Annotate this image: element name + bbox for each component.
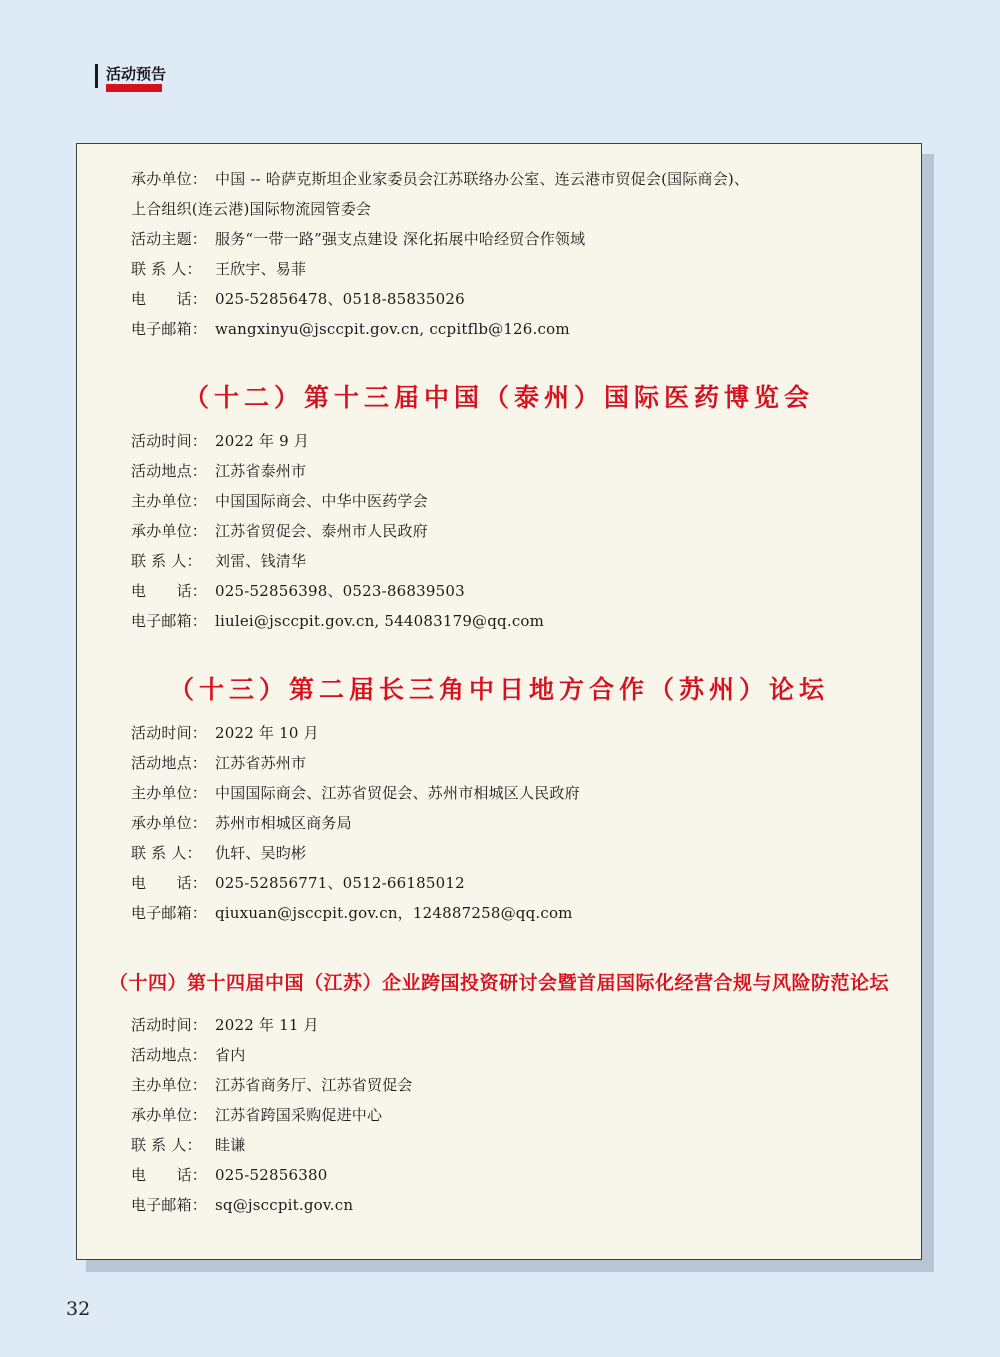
info-row [131, 164, 901, 194]
field-value: 刘雷、钱清华 [215, 552, 307, 570]
info-row [131, 838, 901, 868]
field-value: sq@jsccpit.gov.cn [215, 1196, 354, 1214]
field-label: 活动地点： [131, 462, 208, 480]
field-value: 江苏省跨国采购促进中心 [215, 1106, 383, 1124]
field-value: 江苏省泰州市 [215, 462, 307, 480]
field-value: 上合组织(连云港)国际物流园管委会 [131, 200, 372, 218]
info-row [131, 516, 901, 546]
field-value: 江苏省商务厅、江苏省贸促会 [215, 1076, 413, 1094]
info-row [131, 808, 901, 838]
section-title: （十二）第十三届中国（泰州）国际医药博览会 [183, 383, 814, 412]
field-value: 眭谦 [215, 1136, 246, 1154]
field-label: 承办单位： [131, 1106, 208, 1124]
section-header-tag: 活动预告 [95, 64, 166, 88]
info-row [131, 1040, 901, 1070]
info-row [131, 718, 901, 748]
info-row [131, 486, 901, 516]
field-value: 仇轩、吴昀彬 [215, 844, 307, 862]
field-label: 电 话： [131, 1166, 208, 1184]
field-value: wangxinyu@jsccpit.gov.cn, ccpitflb@126.com [215, 320, 570, 338]
field-label: 活动时间： [131, 1016, 208, 1034]
field-label: 承办单位： [131, 814, 208, 832]
info-row [131, 194, 901, 224]
info-row [131, 546, 901, 576]
info-row [131, 284, 901, 314]
info-row [131, 1010, 901, 1040]
field-label: 联 系 人： [131, 844, 202, 862]
field-value: 江苏省贸促会、泰州市人民政府 [215, 522, 428, 540]
info-row [131, 1130, 901, 1160]
field-label: 电子邮箱： [131, 1196, 208, 1214]
field-label: 联 系 人： [131, 260, 202, 278]
info-row [131, 456, 901, 486]
field-value: 省内 [215, 1046, 246, 1064]
field-label: 主办单位： [131, 1076, 208, 1094]
info-row [131, 748, 901, 778]
field-label: 活动地点： [131, 1046, 208, 1064]
field-label: 活动时间： [131, 724, 208, 742]
field-label: 电 话： [131, 874, 208, 892]
field-value: 025-52856380 [215, 1166, 328, 1184]
field-value: 2022 年 10 月 [215, 724, 319, 742]
section-title: （十四）第十四届中国（江苏）企业跨国投资研讨会暨首届国际化经营合规与风险防范论坛 [108, 972, 889, 994]
field-value: 王欣宇、易菲 [215, 260, 307, 278]
section-title: （十三）第二届长三角中日地方合作（苏州）论坛 [168, 675, 829, 704]
field-label: 联 系 人： [131, 552, 202, 570]
info-row [131, 778, 901, 808]
field-value: qiuxuan@jsccpit.gov.cn，124887258@qq.com [215, 904, 573, 922]
info-row [131, 314, 901, 344]
info-row [131, 868, 901, 898]
info-row [131, 224, 901, 254]
field-label: 电子邮箱： [131, 904, 208, 922]
info-row [131, 1190, 901, 1220]
field-label: 活动主题： [131, 230, 208, 248]
field-label: 电 话： [131, 582, 208, 600]
field-label: 电 话： [131, 290, 208, 308]
field-value: liulei@jsccpit.gov.cn, 544083179@qq.com [215, 612, 545, 630]
field-label: 主办单位： [131, 784, 208, 802]
info-row [131, 606, 901, 636]
field-label: 电子邮箱： [131, 320, 208, 338]
field-value: 2022 年 11 月 [215, 1016, 319, 1034]
field-value: 中国国际商会、中华中医药学会 [215, 492, 428, 510]
field-label: 主办单位： [131, 492, 208, 510]
field-label: 承办单位： [131, 522, 208, 540]
info-row [131, 254, 901, 284]
field-value: 中国 -- 哈萨克斯坦企业家委员会江苏联络办公室、连云港市贸促会(国际商会)、 [215, 170, 750, 188]
header-accent-bar [106, 84, 162, 92]
field-value: 江苏省苏州市 [215, 754, 307, 772]
info-row [131, 1100, 901, 1130]
info-row [131, 1160, 901, 1190]
info-row [131, 898, 901, 928]
field-label: 活动时间： [131, 432, 208, 450]
info-row [131, 426, 901, 456]
field-value: 中国国际商会、江苏省贸促会、苏州市相城区人民政府 [215, 784, 580, 802]
field-value: 025-52856771、0512-66185012 [215, 874, 465, 892]
field-label: 活动地点： [131, 754, 208, 772]
field-value: 025-52856398、0523-86839503 [215, 582, 465, 600]
field-label: 承办单位： [131, 170, 208, 188]
field-value: 025-52856478、0518-85835026 [215, 290, 465, 308]
info-row [131, 576, 901, 606]
field-label: 联 系 人： [131, 1136, 202, 1154]
field-value: 服务“一带一路”强支点建设 深化拓展中哈经贸合作领域 [215, 230, 586, 248]
field-value: 2022 年 9 月 [215, 432, 310, 450]
page-number: 32 [66, 1298, 91, 1320]
field-value: 苏州市相城区商务局 [215, 814, 352, 832]
field-label: 电子邮箱： [131, 612, 208, 630]
info-row [131, 1070, 901, 1100]
content-panel [76, 143, 922, 1260]
